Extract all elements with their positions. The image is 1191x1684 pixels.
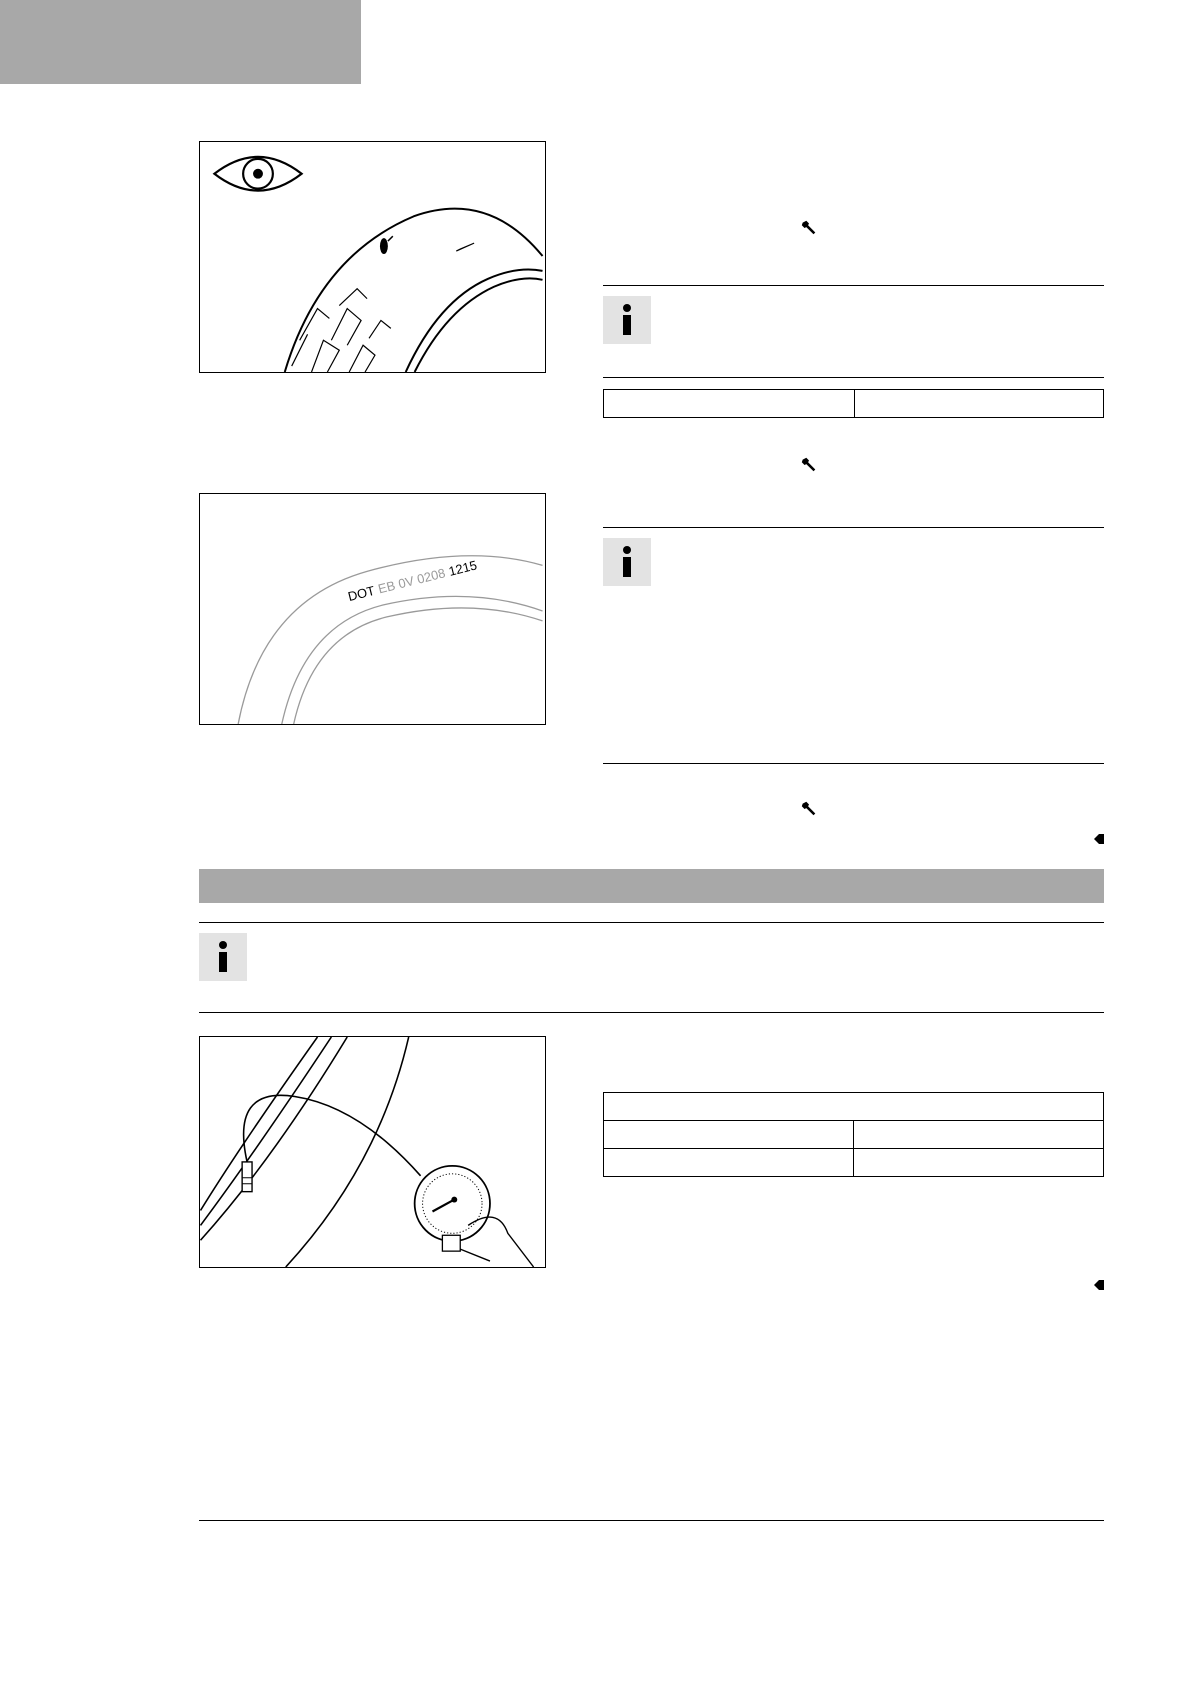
table-cell — [854, 1149, 1104, 1177]
table-row — [604, 1121, 1104, 1149]
figure-tire-dot-marking — [199, 493, 546, 725]
date-code: 1215 — [447, 557, 479, 579]
figure-tire-pressure-gauge — [199, 1036, 546, 1268]
table-row — [604, 390, 1104, 418]
pressure-gauge — [415, 1166, 490, 1251]
table-cell — [604, 390, 855, 418]
gauge-hose — [244, 1095, 421, 1175]
tread-arrow — [456, 243, 474, 251]
info-icon — [603, 296, 651, 344]
table-row — [604, 1093, 1104, 1121]
footer-divider — [199, 1520, 1104, 1521]
table-cell — [854, 1121, 1104, 1149]
end-marker-icon — [1091, 1278, 1105, 1292]
table-cell — [604, 1149, 854, 1177]
figure-tire-tread-check — [199, 141, 546, 373]
wrench-icon — [800, 456, 818, 474]
table-cell — [855, 390, 1104, 418]
table-cell — [604, 1121, 854, 1149]
info-icon — [199, 933, 247, 981]
divider — [603, 377, 1104, 378]
info-icon — [603, 538, 651, 586]
wrench-icon — [800, 800, 818, 818]
spec-table-2 — [603, 1092, 1104, 1177]
valve — [242, 1162, 252, 1192]
eye-icon — [214, 157, 301, 191]
section-heading-bar — [199, 869, 1104, 903]
tire-drawing — [285, 209, 543, 372]
divider — [199, 1012, 1104, 1013]
divider — [603, 527, 1104, 528]
manufacturer-code: EB 0V 0208 — [376, 565, 447, 597]
tread-wear-indicator — [380, 236, 393, 254]
header-tab — [0, 0, 361, 84]
tire-rim — [200, 1037, 408, 1267]
divider — [603, 285, 1104, 286]
divider — [603, 763, 1104, 764]
table-row — [604, 1149, 1104, 1177]
end-marker-icon — [1091, 832, 1105, 846]
table-header-cell — [604, 1093, 1104, 1121]
wrench-icon — [800, 219, 818, 237]
dot-label: DOT — [346, 582, 377, 604]
tread-pattern — [292, 289, 391, 372]
spec-table-1 — [603, 389, 1104, 418]
divider — [199, 922, 1104, 923]
